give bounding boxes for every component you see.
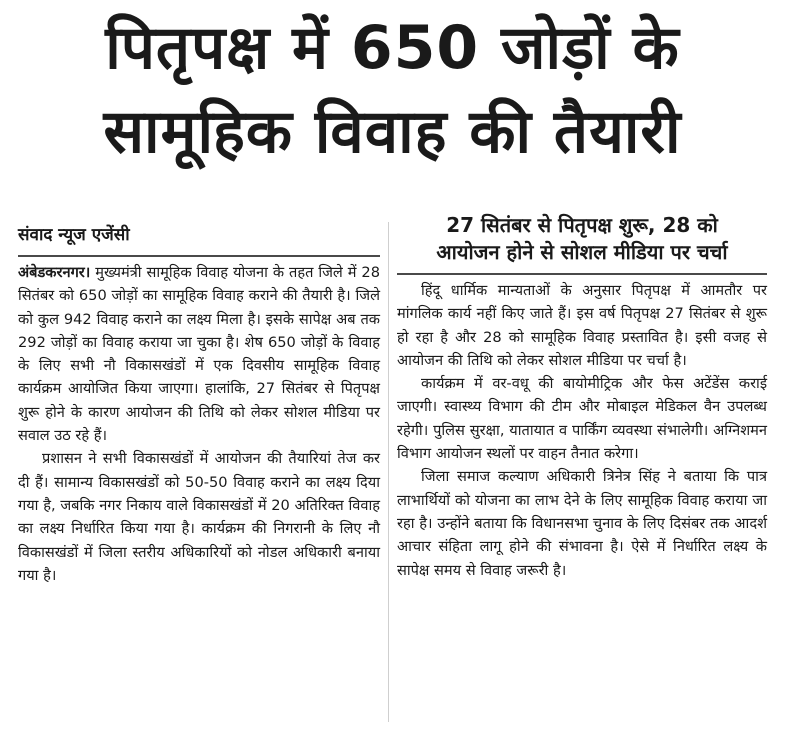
subheadline-line-1: 27 सितंबर से पितृपक्ष शुरू, 28 को [446,213,718,237]
subheadline-line-2: आयोजन होने से सोशल मीडिया पर चर्चा [436,240,728,264]
left-paragraph-1-text: मुख्यमंत्री सामूहिक विवाह योजना के तहत जिले में 28 सितंबर को 650 जोड़ों का सामूहिक विवाह कराने की तैयारी है। जिले को कुल 942 विवाह कराने का लक्ष्य मिला है। इसके सापेक्ष अब तक 292 जोड़ों का विवाह कराया जा चुका है। शेष 650 जोड़ों के विवाह के लिए सभी नौ विकासखंडों में एक दिवसीय सामूहिक विवाह कार्यक्रम आयोजित किया जाएगा। हालांकि, 27 सितंबर से पितृपक्ष शुरू होने के कारण आयोजन की तिथि को लेकर सोशल मीडिया पर सवाल उठ रहे हैं। [18,264,380,445]
right-column [397,214,767,582]
headline [0,6,785,174]
headline-line-2: सामूहिक विवाह की तैयारी [103,97,682,167]
byline-rule [18,255,380,257]
column-divider [388,222,389,722]
byline: संवाद न्यूज एजेंसी [18,225,130,245]
left-paragraph-1 [18,261,380,447]
right-paragraph-2: कार्यक्रम में वर-वधू की बायोमीट्रिक और फेस अटेंडेंस कराई जाएगी। स्वास्थ्य विभाग की टीम और मोबाइल मेडिकल वैन उपलब्ध रहेगी। पुलिस सुरक्षा, यातायात व पार्किंग व्यवस्था संभालेगी। अग्निशमन विभाग आयोजन स्थलों पर वाहन तैनात करेगा। [397,375,767,463]
right-paragraph-1: हिंदू धार्मिक मान्यताओं के अनुसार पितृपक्ष में आमतौर पर मांगलिक कार्य नहीं किए जाते हैं। इस वर्ष पितृपक्ष 27 सितंबर से शुरू हो रहा है और 28 को सामूहिक विवाह प्रस्तावित है। इसी वजह से आयोजन की तिथि को लेकर सोशल मीडिया पर चर्चा है। [397,282,767,369]
headline-line-1: पितृपक्ष में 650 जोड़ों के [105,13,680,83]
left-paragraph-2: प्रशासन ने सभी विकासखंडों में आयोजन की तैयारियां तेज कर दी हैं। सामान्य विकासखंडों को 50-50 विवाह कराने का लक्ष्य दिया गया है, जबकि नगर निकाय वाले विकासखंडों में 20 अतिरिक्त विवाह का लक्ष्य निर्धारित किया गया है। कार्यक्रम की निगरानी के लिए नौ विकासखंडों में जिला स्तरीय अधिकारियों को नोडल अधिकारी बनाया गया है। [18,450,380,584]
right-paragraph-3: जिला समाज कल्याण अधिकारी त्रिनेत्र सिंह ने बताया कि पात्र लाभार्थियों को योजना का लाभ देने के लिए सामूहिक विवाह कराया जा रहा है। उन्होंने बताया कि विधानसभा चुनाव के लिए दिसंबर तक आदर्श आचार संहिता लागू होने की संभावना है। ऐसे में निर्धारित लक्ष्य के सापेक्ष समय से विवाह जरूरी है। [397,468,767,579]
left-column [18,222,380,587]
subheadline-rule [397,273,767,275]
dateline: अंबेडकरनगर। [18,264,91,281]
subheadline [397,212,767,266]
